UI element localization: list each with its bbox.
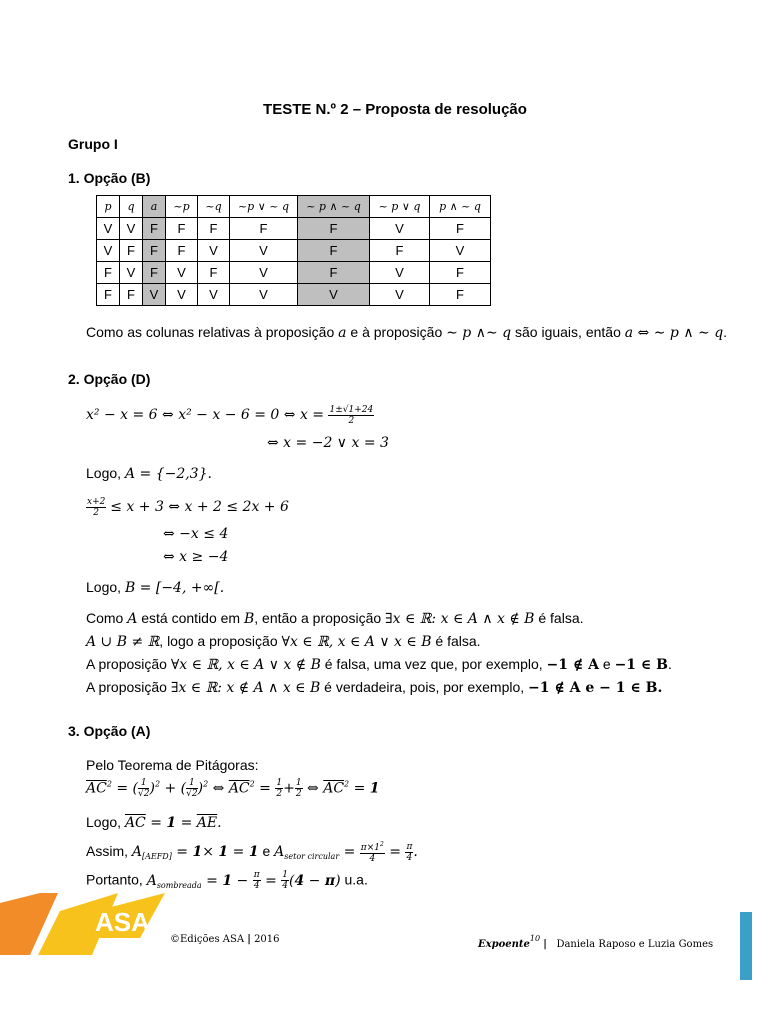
col-header: ~p bbox=[166, 196, 198, 218]
table-cell: V bbox=[166, 284, 198, 306]
table-cell: V bbox=[120, 262, 143, 284]
text: Como bbox=[86, 610, 128, 626]
numerator: x+2 bbox=[87, 497, 106, 507]
text: A proposição bbox=[86, 656, 171, 672]
q2-inequality-2: ⇔ −x ≤ 4 bbox=[163, 526, 229, 542]
math: ∼ p ∧∼ q bbox=[446, 325, 512, 341]
table-cell: V bbox=[370, 218, 430, 240]
math: ∃x ∈ ℝ: x ∈ A ∧ x ∉ B bbox=[385, 611, 535, 627]
table-cell: V bbox=[230, 240, 298, 262]
math: B = [−4, +∞[. bbox=[124, 580, 225, 596]
logo-b-line bbox=[86, 579, 224, 596]
math: A bbox=[274, 844, 285, 860]
math: ∀x ∈ ℝ, x ∈ A ∨ x ∈ B bbox=[281, 634, 432, 650]
text: e bbox=[258, 843, 275, 859]
subscript: sombreada bbox=[156, 880, 202, 890]
denominator: 2 bbox=[348, 416, 355, 426]
table-cell: V bbox=[97, 240, 120, 262]
table-cell: F bbox=[97, 284, 120, 306]
col-header: ~p ∨ ~ q bbox=[230, 196, 298, 218]
text: Como as colunas relativas à proposição bbox=[86, 324, 339, 340]
table-cell: F bbox=[230, 218, 298, 240]
table-header-row bbox=[97, 196, 491, 218]
authors: Daniela Raposo e Luzia Gomes bbox=[556, 939, 714, 950]
col-header: ~ p ∧ ~ q bbox=[298, 196, 370, 218]
q2-equation-1 bbox=[86, 405, 374, 426]
table-cell: F bbox=[198, 218, 230, 240]
math: A = {−2,3}. bbox=[124, 466, 212, 482]
denominator: 2 bbox=[93, 508, 100, 518]
col-header: ~ p ∨ q bbox=[370, 196, 430, 218]
text: está contido em bbox=[137, 610, 244, 626]
text: Logo, bbox=[86, 465, 125, 481]
pitagoras-line: Pelo Teorema de Pitágoras: bbox=[86, 757, 259, 773]
col-header: p bbox=[97, 196, 120, 218]
text: é falsa. bbox=[431, 633, 481, 649]
side-bar bbox=[740, 912, 752, 980]
page-title: TESTE N.º 2 – Proposta de resolução bbox=[263, 101, 527, 118]
footer-left bbox=[170, 934, 280, 945]
math: −1 ∉ A e − 1 ∈ B. bbox=[528, 680, 663, 696]
numerator: 1±√1+24 bbox=[329, 405, 374, 415]
table-cell: V bbox=[120, 218, 143, 240]
book-title: Expoente bbox=[478, 939, 530, 950]
text: e bbox=[599, 656, 615, 672]
math: ≤ x + 3 ⇔ x + 2 ≤ 2x + 6 bbox=[110, 499, 289, 516]
table-cell: V bbox=[430, 240, 491, 262]
math: B bbox=[243, 611, 255, 627]
table-cell: F bbox=[298, 240, 370, 262]
math: x² − x = 6 ⇔ x² − x − 6 = 0 ⇔ x = bbox=[86, 407, 329, 424]
text: e à proposição bbox=[346, 324, 447, 340]
logo-text: ASA bbox=[95, 907, 150, 937]
table-row bbox=[97, 284, 491, 306]
q3-portanto-line: Portanto, $A_{sombreada} = 1$ − $\frac{\pi}{4}$ = $\frac{1}{4}$ (4 − π) u.a. bbox=[86, 870, 368, 891]
col-header: ~q bbox=[198, 196, 230, 218]
q2-line-4 bbox=[86, 679, 662, 696]
text: Logo, bbox=[86, 814, 125, 830]
text: . bbox=[723, 324, 728, 340]
truth-table bbox=[96, 195, 491, 306]
text: é falsa, uma vez que, por exemplo, bbox=[320, 656, 547, 672]
col-header: a bbox=[143, 196, 166, 218]
table-cell: V bbox=[298, 284, 370, 306]
math: a ⇔ ∼ p ∧ ∼ q bbox=[624, 325, 724, 341]
table-cell: F bbox=[430, 218, 491, 240]
col-header: q bbox=[120, 196, 143, 218]
text: , logo a proposição bbox=[159, 633, 282, 649]
q3-assim-line: Assim, $A_{[AEFD]} = 1\times 1 = 1$ e $A_{setor circular}$ = $\frac{\pi\times 1^2}{4}$ = $\frac{\pi}{4}$ . bbox=[86, 841, 418, 864]
year: 2016 bbox=[254, 934, 280, 945]
group-heading: Grupo I bbox=[68, 136, 118, 152]
text: são iguais, então bbox=[511, 324, 625, 340]
table-cell: F bbox=[143, 240, 166, 262]
table-cell: V bbox=[143, 284, 166, 306]
math: −1 ∉ A bbox=[546, 657, 599, 673]
text: Logo, bbox=[86, 579, 125, 595]
fraction bbox=[86, 497, 106, 518]
logo-a-line bbox=[86, 465, 212, 482]
text: A proposição bbox=[86, 679, 171, 695]
copyright: ©Edições ASA bbox=[170, 934, 245, 945]
q2-line-1 bbox=[86, 610, 584, 627]
table-cell: V bbox=[97, 218, 120, 240]
text: é falsa. bbox=[534, 610, 584, 626]
q3-logo-line: Logo, $\overline{AC} = 1 = \overline{AE}$. bbox=[86, 814, 222, 831]
q1-heading: 1. Opção (B) bbox=[68, 170, 151, 186]
math: ∀x ∈ ℝ, x ∈ A ∨ x ∉ B bbox=[170, 657, 321, 673]
table-cell: F bbox=[198, 262, 230, 284]
q2-line-3 bbox=[86, 656, 672, 673]
fraction bbox=[328, 405, 374, 426]
text: Assim, bbox=[86, 843, 132, 859]
table-cell: V bbox=[230, 284, 298, 306]
table-cell: F bbox=[120, 240, 143, 262]
table-cell: F bbox=[298, 218, 370, 240]
table-cell: V bbox=[198, 284, 230, 306]
text: . bbox=[668, 656, 672, 672]
table-cell: F bbox=[430, 284, 491, 306]
book-edition: 10 bbox=[529, 934, 541, 943]
table-row bbox=[97, 218, 491, 240]
text: , então a proposição bbox=[254, 610, 386, 626]
table-cell: F bbox=[143, 262, 166, 284]
q2-equation-2: ⇔ x = −2 ∨ x = 3 bbox=[267, 435, 389, 451]
table-cell: F bbox=[97, 262, 120, 284]
footer-right: Expoente$^{10}$ | Daniela Raposo e Luzia Gomes bbox=[478, 934, 714, 950]
table-cell: F bbox=[166, 240, 198, 262]
math: a bbox=[338, 325, 347, 341]
separator: | bbox=[247, 934, 251, 945]
table-cell: F bbox=[298, 262, 370, 284]
asa-logo bbox=[0, 893, 170, 955]
table-cell: V bbox=[230, 262, 298, 284]
table-cell: V bbox=[370, 284, 430, 306]
q3-pythagoras-equation: $\overline{AC}^2$ = ( $\frac{1}{√2}$ )$^2$ + ( $\frac{1}{√2}$ )$^2$ ⇔ $\overline{AC}^2$ = $\frac{1}{2}$ + $\frac{1}{2}$ ⇔ $\overline{AC}^2 = 1$ bbox=[86, 778, 380, 799]
math: −1 ∈ B bbox=[614, 657, 668, 673]
q2-inequality-1 bbox=[86, 497, 289, 518]
text: u.a. bbox=[340, 871, 368, 888]
table-cell: F bbox=[166, 218, 198, 240]
text: Portanto, bbox=[86, 871, 147, 888]
table-cell: F bbox=[143, 218, 166, 240]
math: A ∪ B ≠ ℝ bbox=[86, 634, 160, 650]
q2-heading: 2. Opção (D) bbox=[68, 371, 151, 387]
q2-inequality-3: ⇔ x ≥ −4 bbox=[163, 549, 229, 565]
q1-conclusion bbox=[86, 324, 727, 341]
subscript: setor circular bbox=[284, 852, 340, 861]
table-cell: F bbox=[430, 262, 491, 284]
math: ∃x ∈ ℝ: x ∉ A ∧ x ∈ B bbox=[170, 680, 321, 696]
q2-line-2 bbox=[86, 633, 481, 650]
table-row bbox=[97, 240, 491, 262]
table-cell: F bbox=[120, 284, 143, 306]
table-cell: V bbox=[370, 262, 430, 284]
col-header: p ∧ ~ q bbox=[430, 196, 491, 218]
table-cell: F bbox=[370, 240, 430, 262]
table-cell: V bbox=[198, 240, 230, 262]
text: é verdadeira, pois, por exemplo, bbox=[320, 679, 529, 695]
table-cell: V bbox=[166, 262, 198, 284]
q3-heading: 3. Opção (A) bbox=[68, 723, 151, 739]
math: A bbox=[127, 611, 138, 627]
table-row bbox=[97, 262, 491, 284]
